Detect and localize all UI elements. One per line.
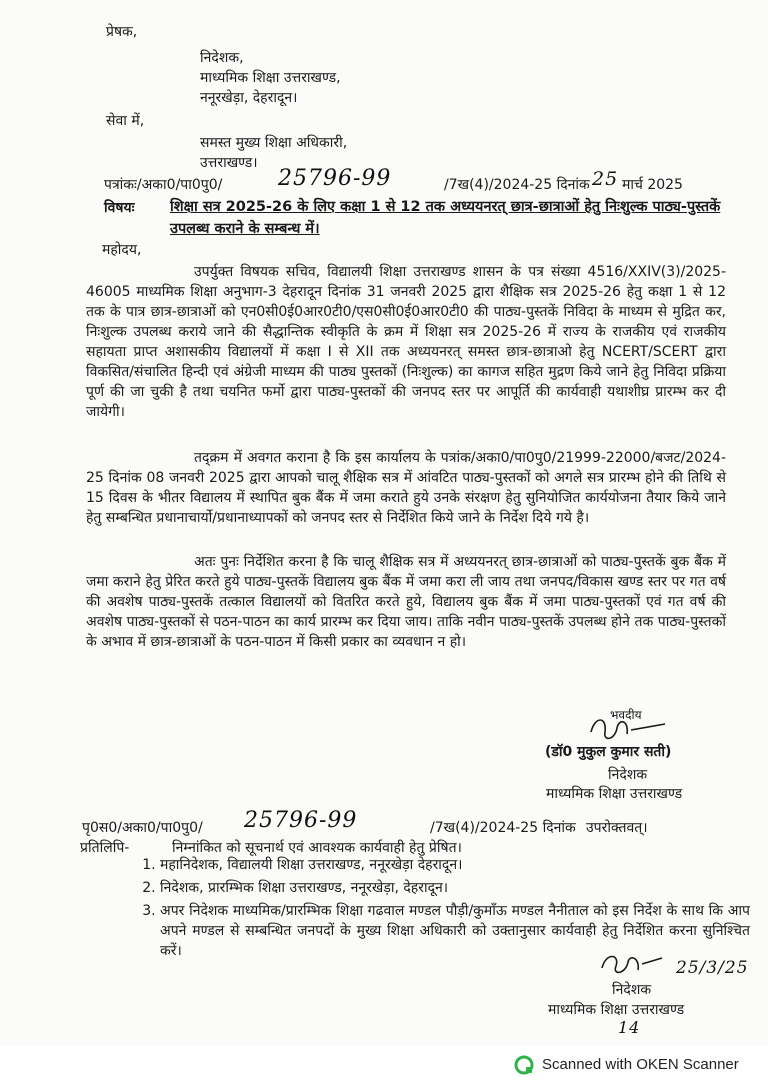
- signatory-department: माध्यमिक शिक्षा उत्तराखण्ड: [546, 786, 683, 802]
- signatory-name: (डॉ0 मुकुल कुमार सती): [545, 744, 672, 760]
- oken-scanner-logo-icon: [514, 1055, 534, 1075]
- signature-scribble-icon: [585, 710, 675, 746]
- ref-month-year: मार्च 2025: [622, 177, 683, 193]
- recipient-line-2: उत्तराखण्ड।: [200, 155, 258, 171]
- scanner-watermark-text: Scanned with OKEN Scanner: [542, 1056, 739, 1073]
- endorsement-date-text: उपरोक्तवत्।: [586, 820, 648, 836]
- subject-label: विषयः: [104, 200, 135, 216]
- handwritten-date: 25/3/25: [676, 958, 749, 978]
- ref-prefix: पत्रांकः/अका0/पा0पु0/: [104, 177, 223, 193]
- salutation: महोदय,: [102, 242, 142, 258]
- body-paragraph-1: उपर्युक्त विषयक सचिव, विद्यालयी शिक्षा उत्तराखण्ड शासन के पत्र संख्या 4516/XXIV(3)/2025-46005 माध्यमिक शिक्षा अनुभाग-3 देहरादून दिनांक 31 जनवरी 2025 द्वारा शैक्षिक सत्र 2025-26 हेतु कक्षा 1 से 12 तक के पात्र छात्र-छात्राओं को एन0सी0ई0आर0टी0/एस0सी0ई0आर0टी0 की पाठ्य-पुस्तकें निविदा के माध्यम से मुद्रित कर, निःशुल्क उपलब्ध कराये जाने की सैद्धान्तिक स्वीकृति के क्रम में शिक्षा सत्र 2025-26 में राज्य के राजकीय एवं राजकीय सहायता प्राप्त अशासकीय विद्यालयों में कक्षा I से XII तक अध्ययनरत् समस्त छात्र-छात्राओ हेतु NCERT/SCERT द्वारा विकसित/संचालित हिन्दी एवं अंग्रेजी माध्यम की पाठ्य पुस्तकों (निःशुल्क) का कागज सहित मुद्रण किये जाने हेतु निविदा प्रक्रिया पूर्ण की जा चुकी है तथा चयनित फर्मो द्वारा पाठ्य-पुस्तकों की जनपद स्तर पर आपूर्ति की कार्यवाही यथाशीघ्र प्रारम्भ कर दी जायेगी।: [86, 264, 727, 420]
- recipient-line-1: समस्त मुख्य शिक्षा अधिकारी,: [200, 135, 348, 151]
- cc-intro: निम्नांकित को सूचनार्थ एवं आवश्यक कार्यवाही हेतु प्रेषित।: [172, 840, 462, 856]
- ref-suffix: /7ख(4)/2024-25 दिनांक: [444, 177, 590, 193]
- second-signature-scribble-icon: [598, 948, 668, 982]
- endorsement-suffix: /7ख(4)/2024-25 दिनांक: [430, 820, 576, 836]
- sender-line-2: माध्यमिक शिक्षा उत्तराखण्ड,: [200, 70, 341, 86]
- recipient-label: सेवा में,: [106, 113, 145, 129]
- sender-line-1: निदेशक,: [200, 50, 244, 66]
- endorsement-designation: निदेशक: [612, 982, 652, 998]
- page-mark: 14: [618, 1018, 641, 1037]
- sender-line-3: ननूरखेड़ा, देहरादून।: [200, 90, 298, 106]
- cc-item-1: 1. महानिदेशक, विद्यालयी शिक्षा उत्तराखण्ड, ननूरखेड़ा देहरादून।: [160, 855, 750, 875]
- cc-item-2: 2. निदेशक, प्रारम्भिक शिक्षा उत्तराखण्ड, ननूरखेड़ा, देहरादून।: [160, 878, 750, 898]
- endorsement-number-handwritten: 25796-99: [244, 808, 358, 833]
- ref-day-handwritten: 25: [592, 168, 619, 190]
- subject-text-content: शिक्षा सत्र 2025-26 के लिए कक्षा 1 से 12 तक अध्ययनरत् छात्र-छात्राओं हेतु निःशुल्क पाठ्य-पुस्तकें उपलब्ध कराने के सम्बन्ध में।: [170, 199, 721, 237]
- signatory-designation: निदेशक: [608, 767, 648, 783]
- endorsement-prefix: पृ0स0/अका0/पा0पु0/: [82, 820, 203, 836]
- sender-label: प्रेषक,: [106, 24, 138, 40]
- body-paragraph-3: अतः पुनः निर्देशित करना है कि चालू शैक्षिक सत्र में अध्ययनरत् छात्र-छात्राओं को पाठ्य-पुस्तकें बुक बैंक में जमा कराने हेतु प्रेरित करते हुये पाठ्य-पुस्तकें विद्यालय बुक बैंक में जमा करा ली जाय तथा जनपद/विकास खण्ड स्तर पर गत वर्ष की अवशेष पाठ्य-पुस्तकें तत्काल विद्यालयों को वितरित करते हुये, विद्यालय बुक बैंक में जमा पाठ्य-पुस्तकों एवं गत वर्ष की अवशेष पाठ्य-पुस्तकों से पठन-पाठन का कार्य प्रारम्भ कर दिया जाय। ताकि नवीन पाठ्य-पुस्तकें उपलब्ध होने तक पाठ्य-पुस्तकों के अभाव में छात्र-छात्राओं के पठन-पाठन में किसी प्रकार का व्यवधान न हो।: [86, 554, 726, 650]
- signature-closing: भवदीय: [610, 708, 642, 722]
- cc-label: प्रतिलिपि-: [80, 840, 130, 856]
- body-paragraph-2: तद्क्रम में अवगत कराना है कि इस कार्यालय के पत्रांक/अका0/पा0पु0/21999-22000/बजट/2024-25 दिनांक 08 जनवरी 2025 द्वारा आपको चालू शैक्षिक सत्र में आंवटित पाठ्य-पुस्तकों को अगले सत्र प्रारम्भ होने की तिथि से 15 दिवस के भीतर विद्यालय में स्थापित बुक बैंक में जमा कराते हुये उनके संरक्षण हेतु सुनियोजित कार्ययोजना तैयार किये जाने हेतु सम्बन्धित प्रधानाचार्यो/प्रधानाध्यापकों को जनपद स्तर से निर्देशित किये जाने के निर्देश दिये गये है।: [86, 450, 726, 526]
- cc-item-3: 3. अपर निदेशक माध्यमिक/प्रारम्भिक शिक्षा गढवाल मण्डल पौड़ी/कुमाँऊ मण्डल नैनीताल को इस निर्देश के साथ कि आप अपने मण्डल से सम्बन्धित जनपदों के मुख्य शिक्षा अधिकारी को उक्तानुसार कार्यवाही हेतु निर्देशित करना सुनिश्चित करें।: [160, 901, 750, 961]
- subject-text: [170, 196, 726, 240]
- ref-number-handwritten: 25796-99: [278, 166, 392, 191]
- endorsement-department: माध्यमिक शिक्षा उत्तराखण्ड: [548, 1002, 685, 1018]
